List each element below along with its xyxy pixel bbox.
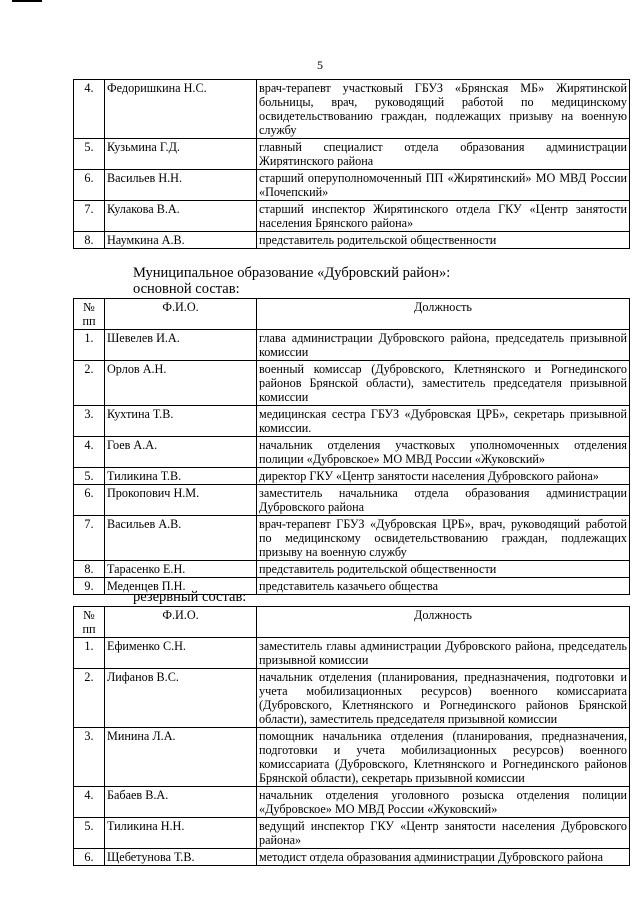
row-number: 4. xyxy=(74,437,105,468)
row-number: 9. xyxy=(74,578,105,595)
commission-table-top xyxy=(73,79,630,249)
person-name: Шевелев И.А. xyxy=(105,330,257,361)
table-row xyxy=(74,561,630,578)
person-name: Лифанов В.С. xyxy=(105,669,257,728)
position-text: начальник отделения участковых уполномоченных отделения полиции «Дубровское» МО МВД России «Жуковский» xyxy=(257,437,630,468)
row-number: 8. xyxy=(74,232,105,249)
table-row xyxy=(74,170,630,201)
header-name: Ф.И.О. xyxy=(105,607,257,638)
table-row xyxy=(74,728,630,787)
person-name: Орлов А.Н. xyxy=(105,361,257,406)
reserve-composition-table xyxy=(73,606,630,866)
row-number: 2. xyxy=(74,669,105,728)
table-body xyxy=(74,638,630,866)
position-text: директор ГКУ «Центр занятости населения Дубровского района» xyxy=(257,468,630,485)
main-composition-table xyxy=(73,298,630,595)
position-text: начальник отделения уголовного розыска отделения полиции «Дубровское» МО МВД России «Жуковский» xyxy=(257,787,630,818)
table-row xyxy=(74,849,630,866)
person-name: Щебетунова Т.В. xyxy=(105,849,257,866)
position-text: заместитель главы администрации Дубровского района, председатель призывной комиссии xyxy=(257,638,630,669)
position-text: медицинская сестра ГБУЗ «Дубровская ЦРБ», секретарь призывной комиссии. xyxy=(257,406,630,437)
position-text: заместитель начальника отдела образования администрации Дубровского района xyxy=(257,485,630,516)
position-text: военный комиссар (Дубровского, Клетнянского и Рогнединского районов Брянской области), заместитель председателя призывной комиссии xyxy=(257,361,630,406)
header-position: Должность xyxy=(257,607,630,638)
row-number: 5. xyxy=(74,139,105,170)
table-row xyxy=(74,139,630,170)
section-title: Муниципальное образование «Дубровский район»: xyxy=(133,265,451,281)
row-number: 7. xyxy=(74,201,105,232)
reserve-composition-label: резервный состав: xyxy=(133,589,247,605)
position-text: врач-терапевт ГБУЗ «Дубровская ЦРБ», врач, руководящий работой по медицинскому освидетельствованию граждан, подлежащих призыву на военную службу xyxy=(257,516,630,561)
row-number: 6. xyxy=(74,849,105,866)
row-number: 6. xyxy=(74,170,105,201)
person-name: Васильев Н.Н. xyxy=(105,170,257,201)
header-position: Должность xyxy=(257,299,630,330)
table-row xyxy=(74,638,630,669)
position-text: помощник начальника отделения (планирования, предназначения, подготовки и учета мобилизационных ресурсов) военного комиссариата (Дубровского, Клетнянского и Рогнединского районов Брянской области), секретарь призывной комиссии xyxy=(257,728,630,787)
position-text: ведущий инспектор ГКУ «Центр занятости населения Дубровского района» xyxy=(257,818,630,849)
table-row xyxy=(74,361,630,406)
table-row xyxy=(74,787,630,818)
table-row xyxy=(74,818,630,849)
row-number: 4. xyxy=(74,787,105,818)
table-row xyxy=(74,232,630,249)
table-row xyxy=(74,516,630,561)
header-name: Ф.И.О. xyxy=(105,299,257,330)
person-name: Кузьмина Г.Д. xyxy=(105,139,257,170)
position-text: главный специалист отдела образования администрации Жирятинского района xyxy=(257,139,630,170)
table-row xyxy=(74,468,630,485)
table-header-row xyxy=(74,299,630,330)
position-text: начальник отделения (планирования, предназначения, подготовки и учета мобилизационных ресурсов) военного комиссариата (Дубровского, Клетнянского и Рогнединского районов Брянской области), заместитель председателя призывной комиссии xyxy=(257,669,630,728)
position-text: методист отдела образования администрации Дубровского района xyxy=(257,849,630,866)
row-number: 3. xyxy=(74,406,105,437)
table-row xyxy=(74,406,630,437)
table-row xyxy=(74,80,630,139)
header-num: № пп xyxy=(74,299,105,330)
row-number: 1. xyxy=(74,330,105,361)
position-text: представитель родительской общественности xyxy=(257,561,630,578)
row-number: 3. xyxy=(74,728,105,787)
table-row xyxy=(74,485,630,516)
person-name: Ефименко С.Н. xyxy=(105,638,257,669)
person-name: Васильев А.В. xyxy=(105,516,257,561)
row-number: 4. xyxy=(74,80,105,139)
person-name: Кухтина Т.В. xyxy=(105,406,257,437)
person-name: Тиликина Н.Н. xyxy=(105,818,257,849)
person-name: Тарасенко Е.Н. xyxy=(105,561,257,578)
person-name: Гоев А.А. xyxy=(105,437,257,468)
table-row xyxy=(74,330,630,361)
row-number: 1. xyxy=(74,638,105,669)
person-name: Бабаев В.А. xyxy=(105,787,257,818)
position-text: глава администрации Дубровского района, председатель призывной комиссии xyxy=(257,330,630,361)
table-body xyxy=(74,80,630,249)
main-composition-label: основной состав: xyxy=(133,281,240,297)
table-body xyxy=(74,330,630,595)
row-number: 5. xyxy=(74,468,105,485)
row-number: 5. xyxy=(74,818,105,849)
page-number: 5 xyxy=(317,58,323,72)
person-name: Тиликина Т.В. xyxy=(105,468,257,485)
row-number: 7. xyxy=(74,516,105,561)
position-text: старший оперуполномоченный ПП «Жирятинский» МО МВД России «Почепский» xyxy=(257,170,630,201)
row-number: 2. xyxy=(74,361,105,406)
table-header-row xyxy=(74,607,630,638)
row-number: 6. xyxy=(74,485,105,516)
person-name: Кулакова В.А. xyxy=(105,201,257,232)
table-row xyxy=(74,201,630,232)
table-row xyxy=(74,669,630,728)
row-number: 8. xyxy=(74,561,105,578)
person-name: Прокопович Н.М. xyxy=(105,485,257,516)
position-text: представитель родительской общественности xyxy=(257,232,630,249)
person-name: Меденцев П.Н. xyxy=(105,578,257,595)
person-name: Федоришкина Н.С. xyxy=(105,80,257,139)
person-name: Минина Л.А. xyxy=(105,728,257,787)
person-name: Наумкина А.В. xyxy=(105,232,257,249)
top-rule xyxy=(12,0,42,2)
position-text: врач-терапевт участковый ГБУЗ «Брянская МБ» Жирятинской больницы, врач, руководящий работой по медицинскому освидетельствованию граждан, подлежащих призыву на военную службу xyxy=(257,80,630,139)
header-num: № пп xyxy=(74,607,105,638)
position-text: представитель казачьего общества xyxy=(257,578,630,595)
position-text: старший инспектор Жирятинского отдела ГКУ «Центр занятости населения Брянского района» xyxy=(257,201,630,232)
table-row xyxy=(74,437,630,468)
